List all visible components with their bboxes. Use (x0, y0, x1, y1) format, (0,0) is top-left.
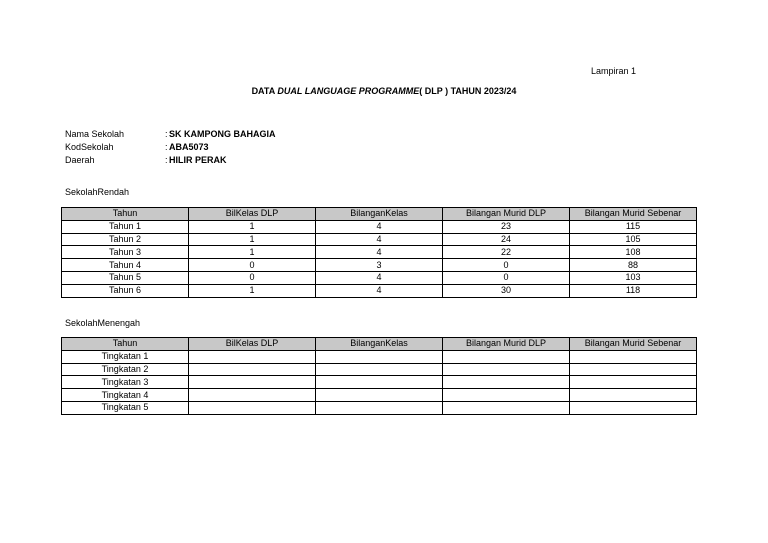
table-cell: Tingkatan 3 (62, 376, 189, 389)
table-cell (443, 389, 570, 402)
table-cell (570, 389, 697, 402)
column-header: Bilangan Murid DLP (443, 338, 570, 351)
table-row (62, 233, 697, 246)
info-label: Daerah (65, 155, 95, 165)
table-cell: 4 (316, 271, 443, 284)
table-cell (189, 389, 316, 402)
info-row-nama-sekolah (65, 128, 276, 141)
column-header: BilanganKelas (316, 338, 443, 351)
table-cell (189, 376, 316, 389)
table-cell: 30 (443, 284, 570, 297)
title-italic: DUAL LANGUAGE PROGRAMME (277, 86, 420, 96)
table-sekolah-menengah (61, 337, 697, 415)
table-row (62, 350, 697, 363)
table-cell (316, 401, 443, 414)
table-cell (570, 401, 697, 414)
table-cell (189, 363, 316, 376)
table-cell: Tingkatan 2 (62, 363, 189, 376)
table-cell: 23 (443, 220, 570, 233)
column-header: Bilangan Murid DLP (443, 208, 570, 221)
table-cell: 22 (443, 246, 570, 259)
column-header: Tahun (62, 338, 189, 351)
table-sekolah-rendah (61, 207, 697, 298)
column-header: Bilangan Murid Sebenar (570, 208, 697, 221)
table-cell: Tahun 3 (62, 246, 189, 259)
table-cell (316, 389, 443, 402)
table-cell (570, 350, 697, 363)
table-row (62, 259, 697, 272)
table-header-row (62, 208, 697, 221)
table-row (62, 389, 697, 402)
table-cell: 1 (189, 220, 316, 233)
table-cell: Tahun 2 (62, 233, 189, 246)
info-value: ABA5073 (169, 142, 209, 152)
table-row (62, 220, 697, 233)
table-cell: Tahun 1 (62, 220, 189, 233)
column-header: Tahun (62, 208, 189, 221)
table-row (62, 271, 697, 284)
table-cell (443, 350, 570, 363)
column-header: BilanganKelas (316, 208, 443, 221)
lampiran-label: Lampiran 1 (591, 66, 637, 76)
table-row (62, 284, 697, 297)
table-cell: Tingkatan 4 (62, 389, 189, 402)
column-header: BilKelas DLP (189, 208, 316, 221)
info-row-daerah (65, 154, 276, 167)
table-cell (316, 363, 443, 376)
table-cell: 24 (443, 233, 570, 246)
table-row (62, 246, 697, 259)
info-separator: : (165, 129, 168, 139)
table-cell: 118 (570, 284, 697, 297)
table-cell: 88 (570, 259, 697, 272)
table-cell (189, 401, 316, 414)
table-cell: 1 (189, 233, 316, 246)
document-title (0, 86, 768, 96)
table-cell: 4 (316, 284, 443, 297)
info-separator: : (165, 142, 168, 152)
info-label: Nama Sekolah (65, 129, 125, 139)
table-cell (316, 350, 443, 363)
table-cell: 4 (316, 233, 443, 246)
table-row (62, 363, 697, 376)
info-row-kod-sekolah (65, 141, 276, 154)
table-cell (570, 363, 697, 376)
info-label: KodSekolah (65, 142, 114, 152)
table-cell: 3 (316, 259, 443, 272)
table-cell: Tingkatan 1 (62, 350, 189, 363)
table-row (62, 376, 697, 389)
info-separator: : (165, 155, 168, 165)
table-cell: 1 (189, 284, 316, 297)
table-row (62, 401, 697, 414)
column-header: BilKelas DLP (189, 338, 316, 351)
table-cell (443, 401, 570, 414)
info-value: SK KAMPONG BAHAGIA (169, 129, 276, 139)
table-cell: 103 (570, 271, 697, 284)
table-cell: 1 (189, 246, 316, 259)
table-cell (570, 376, 697, 389)
section-label-menengah: SekolahMenengah (65, 318, 141, 328)
table-cell: 0 (443, 271, 570, 284)
table-cell: Tingkatan 5 (62, 401, 189, 414)
table-cell: 105 (570, 233, 697, 246)
table-cell (189, 350, 316, 363)
table-cell: 4 (316, 220, 443, 233)
info-value: HILIR PERAK (169, 155, 227, 165)
table-cell (316, 376, 443, 389)
table-cell: 108 (570, 246, 697, 259)
title-suffix: ( DLP ) TAHUN 2023/24 (419, 86, 517, 96)
school-info (65, 128, 276, 167)
table-cell: Tahun 6 (62, 284, 189, 297)
table-cell: 4 (316, 246, 443, 259)
column-header: Bilangan Murid Sebenar (570, 338, 697, 351)
table-cell: Tahun 4 (62, 259, 189, 272)
table-cell: 0 (189, 259, 316, 272)
title-prefix: DATA (251, 86, 278, 96)
section-label-rendah: SekolahRendah (65, 187, 130, 197)
table-cell: 115 (570, 220, 697, 233)
table-cell: 0 (189, 271, 316, 284)
table-cell (443, 363, 570, 376)
table-cell: 0 (443, 259, 570, 272)
table-cell: Tahun 5 (62, 271, 189, 284)
table-header-row (62, 338, 697, 351)
table-cell (443, 376, 570, 389)
